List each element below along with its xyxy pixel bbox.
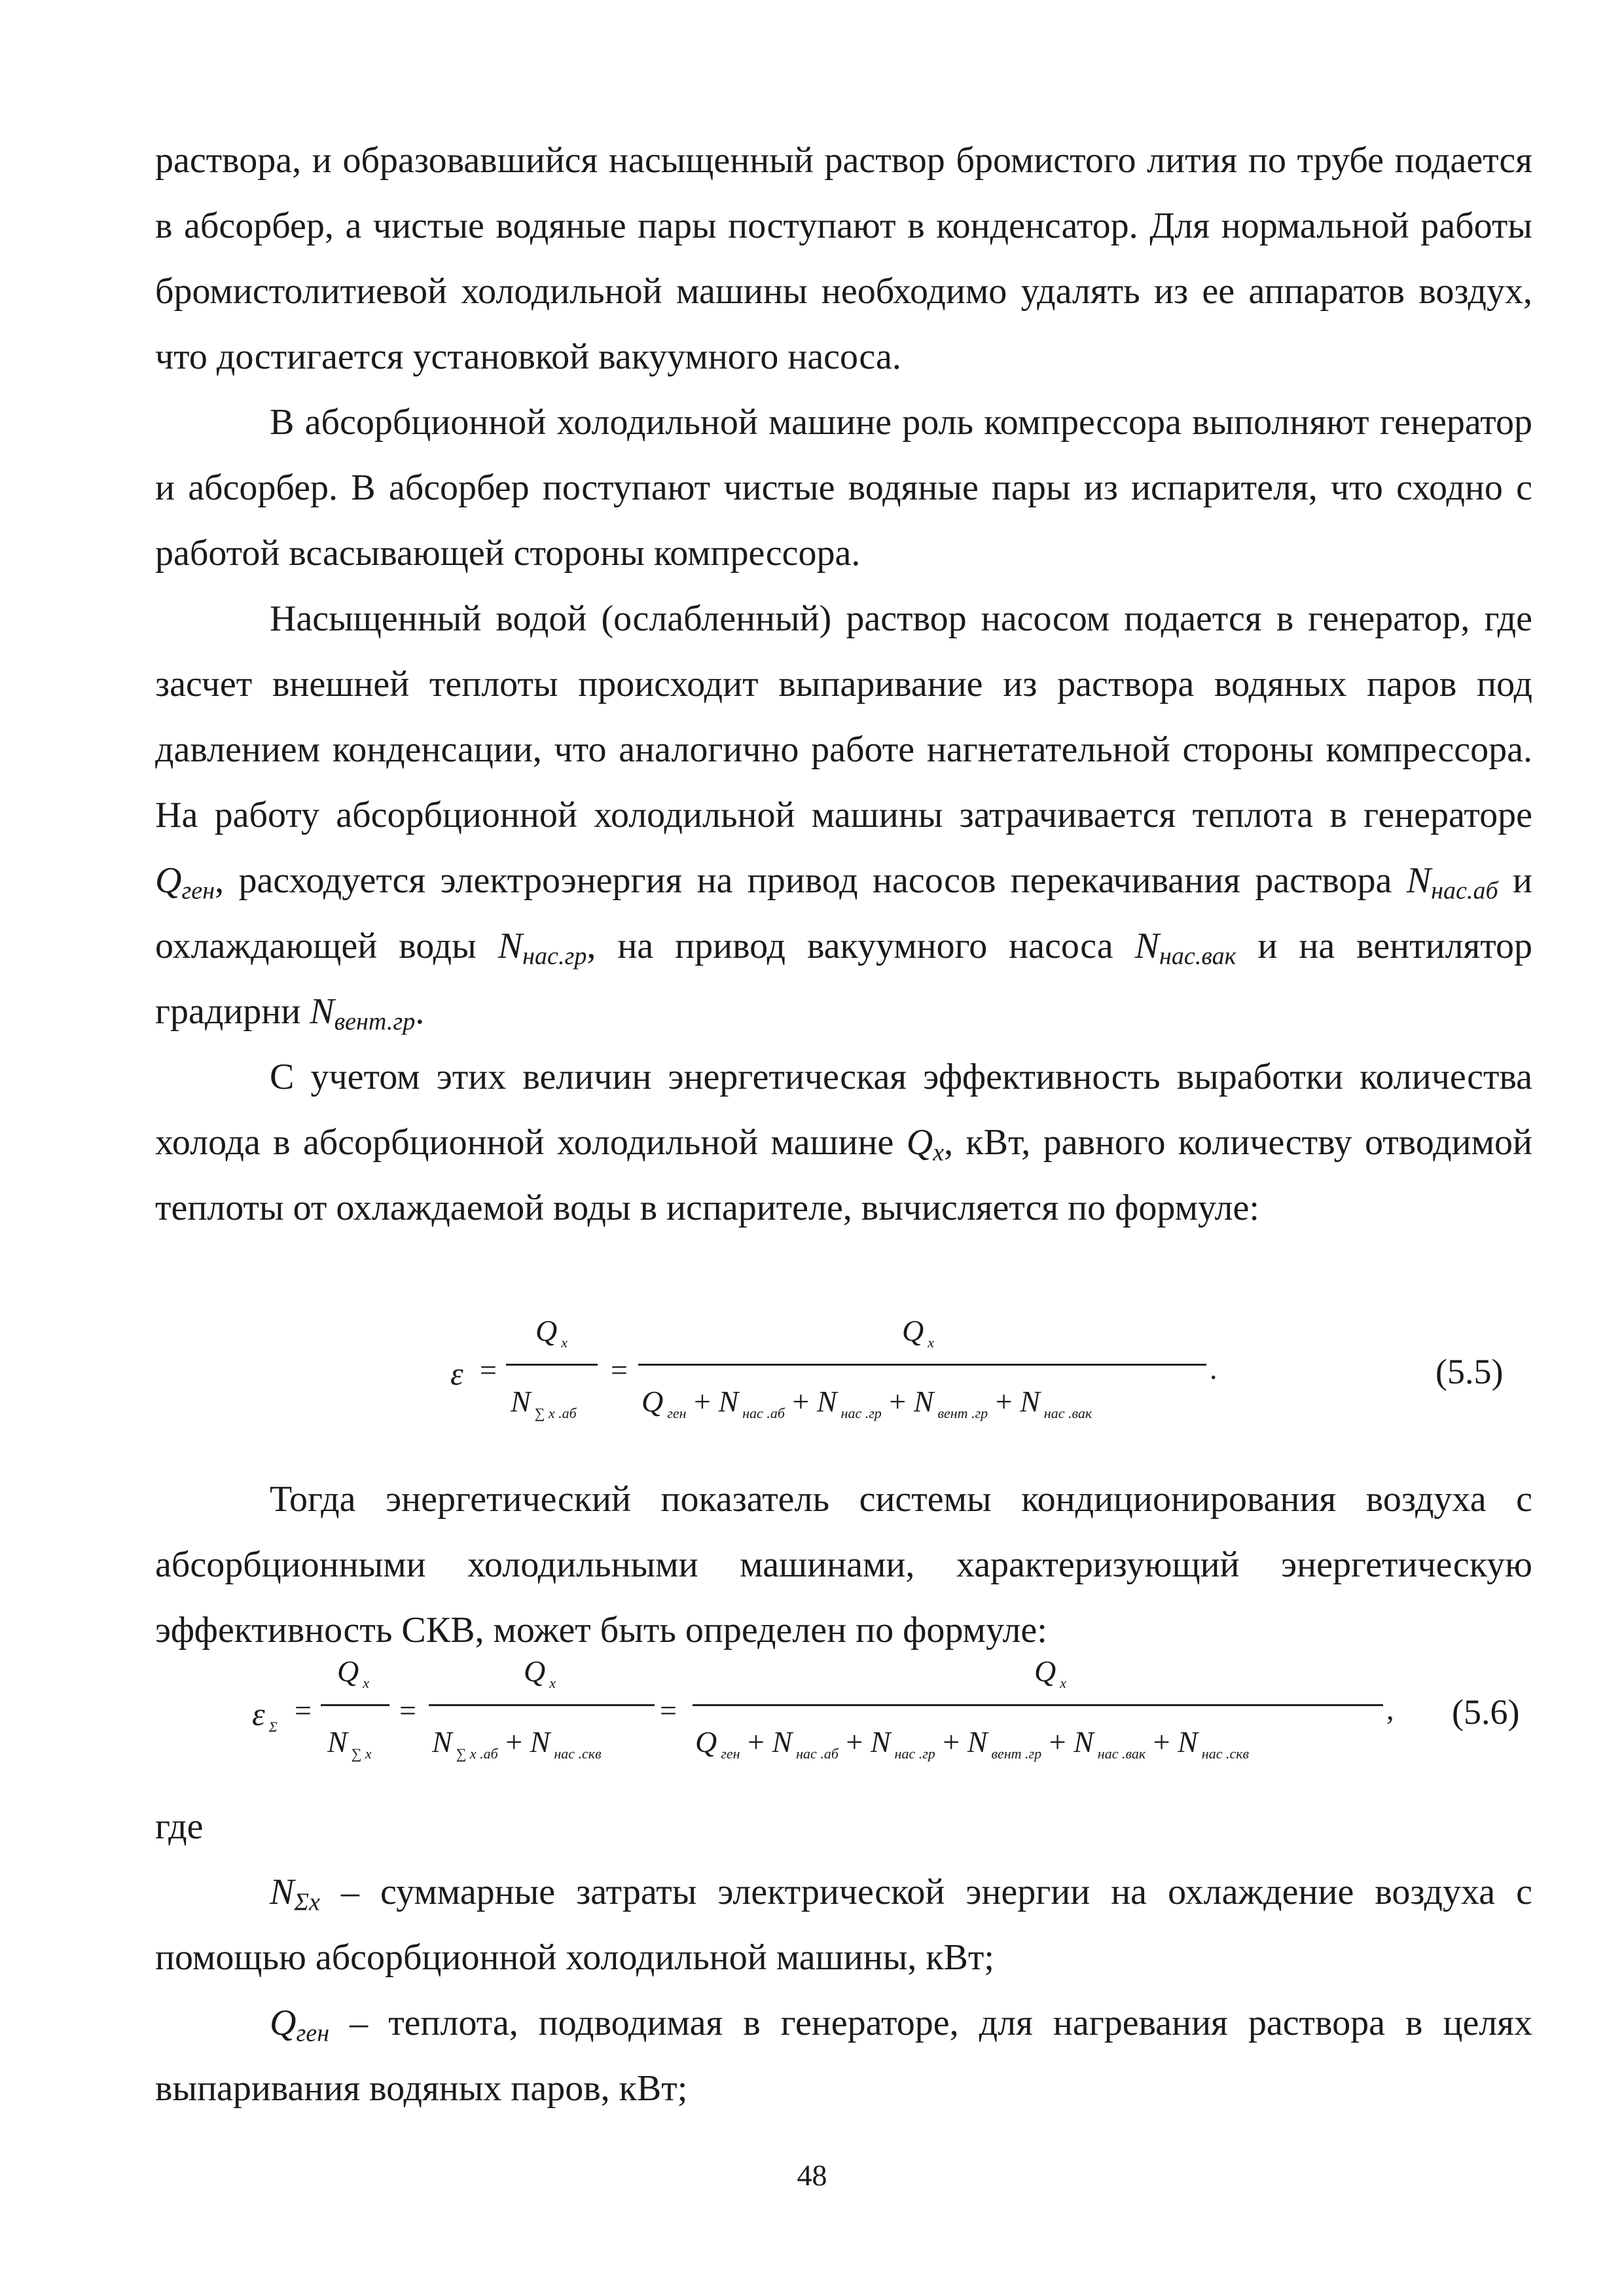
paragraph-3 xyxy=(155,586,1532,1044)
symbol-n-nas-vak: $N_{нас.вак}$ xyxy=(1134,926,1236,970)
formula-5-6-term-n-nas-gr: N $_{нас .гр}$ xyxy=(870,1725,935,1762)
formula-5-6-equals-2: = xyxy=(399,1694,416,1727)
paragraph-5-text: Тогда энергетический показатель системы кондиционирования воздуха с абсорбционными холодильными машинами, характеризующий энергетическую эффективность СКВ, может быть определен по формуле: xyxy=(155,1479,1532,1650)
formula-5-5 xyxy=(0,1316,1624,1447)
formula-5-6-term-n-sum-x-ab: N $_{\sum x .аб}$ xyxy=(432,1725,498,1762)
formula-5-5-term-n-nas-gr: N $_{нас .гр}$ xyxy=(816,1385,882,1421)
formula-5-6-term-n-nas-skv: N $_{нас .скв}$ xyxy=(530,1725,602,1762)
formula-5-5-frac1-bar xyxy=(506,1364,598,1366)
symbol-q-x: $Q_x$ xyxy=(906,1122,945,1167)
formula-5-5-frac1-numerator: Q $_x$ xyxy=(535,1314,568,1351)
paragraph-3-text-a: Насыщенный водой (ослабленный) раствор насосом подается в генератор, где засчет внешней теплоты происходит выпаривание из раствора водяных паров под давлением конденсации, что аналогично работе нагнетательной стороны компрессора. На работу абсорбционной холодильной машины затрачивается теплота в генераторе xyxy=(155,598,1532,835)
paragraph-4-text-b: , кВт, равного количеству отводимой теплоты от охлаждаемой воды в испарителе, вычисляется по формуле: xyxy=(155,1122,1532,1228)
text-block-bottom xyxy=(155,1794,1532,2121)
formula-5-5-term-n-vent-gr: N $_{вент .гр}$ xyxy=(913,1385,988,1421)
formula-5-5-epsilon: ε xyxy=(450,1355,463,1392)
definition-q-gen-text: – теплота, подводимая в генераторе, для нагревания раствора в целях выпаривания водяных паров, кВт; xyxy=(155,2003,1532,2109)
paragraph-3-text-c: и охлаждающей воды xyxy=(155,860,1532,966)
formula-5-6-frac3-denominator: Q $_{ген}$ + N $_{нас .аб}$ + N $_{нас .гр}$ + N $_{вент .гр}$ + N $_{нас .вак}$ + N $_{нас .скв}$ xyxy=(695,1725,1250,1762)
formula-5-6-frac1-denominator: N $_{\sum x}$ xyxy=(327,1725,372,1762)
formula-5-5-number: (5.5) xyxy=(1435,1352,1504,1391)
text-block-middle xyxy=(155,1467,1532,1663)
formula-5-6-equals-1: = xyxy=(295,1694,312,1727)
formula-5-6-frac1-bar xyxy=(321,1704,389,1706)
definition-n-sum-x-text: – суммарные затраты электрической энергии на охлаждение воздуха с помощью абсорбционной холодильной машины, кВт; xyxy=(155,1872,1532,1978)
paragraph-2 xyxy=(155,390,1532,586)
formula-5-5-frac1-denominator: N $_{\sum x .аб}$ xyxy=(511,1385,577,1421)
formula-5-6-term-n-nas-skv: N $_{нас .скв}$ xyxy=(1178,1725,1250,1762)
formula-5-6-frac2-bar xyxy=(429,1704,655,1706)
symbol-n-vent-gr: $N_{вент.гр}$ xyxy=(310,991,416,1036)
formula-5-6-frac2-denominator: N $_{\sum x .аб}$ + N $_{нас .скв}$ xyxy=(432,1725,602,1762)
formula-5-5-term-n-nas-ab: N $_{нас .аб}$ xyxy=(718,1385,785,1421)
paragraph-3-text-d: , на привод вакуумного насоса xyxy=(586,926,1135,966)
formula-5-5-equals-1: = xyxy=(480,1353,497,1387)
formula-5-6-frac2-numerator: Q $_x$ xyxy=(524,1654,556,1691)
formula-5-6-frac3-numerator: Q $_x$ xyxy=(1034,1654,1066,1691)
formula-5-5-term-q-gen: Q $_{ген}$ xyxy=(641,1385,687,1421)
formula-5-6-equals-3: = xyxy=(660,1694,677,1727)
paragraph-1-text: раствора, и образовавшийся насыщенный раствор бромистого лития по трубе подается в абсорбер, а чистые водяные пары поступают в конденсатор. Для нормальной работы бромистолитиевой холодильной машины необходимо удалять из ее аппаратов воздух, что достигается установкой вакуумного насоса. xyxy=(155,140,1532,377)
definition-n-sum-x xyxy=(155,1859,1532,1990)
paragraph-3-text-f: . xyxy=(415,991,425,1032)
paragraph-4 xyxy=(155,1044,1532,1241)
symbol-q-gen-def: $Q_{ген}$ xyxy=(270,2003,330,2047)
formula-5-5-equals-2: = xyxy=(611,1353,628,1387)
formula-5-6-term-n-vent-gr: N $_{вент .гр}$ xyxy=(967,1725,1042,1762)
formula-5-6-term-q-gen: Q $_{ген}$ xyxy=(695,1725,740,1762)
formula-5-5-frac2-denominator: Q $_{ген}$ + N $_{нас .аб}$ + N $_{нас .гр}$ + N $_{вент .гр}$ + N $_{нас .вак}$ xyxy=(641,1385,1092,1421)
symbol-n-sum-x: $N_{\Sigma x}$ xyxy=(270,1872,320,1916)
paragraph-2-text: В абсорбционной холодильной машине роль компрессора выполняют генератор и абсорбер. В абсорбер поступают чистые водяные пары из испарителя, что сходно с работой всасывающей стороны компрессора. xyxy=(155,402,1532,574)
formula-5-6-frac1-numerator: Q $_x$ xyxy=(337,1654,369,1691)
formula-5-5-frac2-numerator: Q $_x$ xyxy=(902,1314,934,1351)
formula-5-6-number: (5.6) xyxy=(1452,1692,1520,1732)
paragraph-5 xyxy=(155,1467,1532,1663)
page-number: 48 xyxy=(797,2159,827,2192)
text-block-top xyxy=(155,128,1532,1241)
symbol-n-nas-ab: $N_{нас.аб}$ xyxy=(1406,860,1498,905)
formula-5-6-term-n-nas-vak: N $_{нас .вак}$ xyxy=(1074,1725,1146,1762)
symbol-n-nas-gr: $N_{нас.гр}$ xyxy=(497,926,587,970)
formula-5-5-frac2-bar xyxy=(638,1364,1206,1366)
formula-5-6-epsilon: ε $_\Sigma$ xyxy=(252,1696,278,1735)
paragraph-3-text-e: и на вентилятор градирни xyxy=(155,926,1533,1032)
formula-5-5-end-dot: . xyxy=(1210,1352,1218,1385)
formula-5-6 xyxy=(0,1656,1624,1787)
where-label: где xyxy=(155,1806,204,1847)
paragraph-1 xyxy=(155,128,1532,390)
formula-5-6-end-comma: , xyxy=(1386,1692,1394,1726)
definition-q-gen xyxy=(155,1990,1532,2121)
paragraph-4-text-a: С учетом этих величин энергетическая эффективность выработки количества холода в абсорбционной холодильной машине xyxy=(155,1057,1532,1163)
formula-5-5-term-n-nas-vak: N $_{нас .вак}$ xyxy=(1020,1385,1092,1421)
paragraph-3-text-b: , расходуется электроэнергия на привод насосов перекачивания раствора xyxy=(215,860,1407,901)
formula-5-6-frac3-bar xyxy=(693,1704,1383,1706)
symbol-q-gen: $Q_{ген}$ xyxy=(155,860,215,905)
formula-5-6-term-n-nas-ab: N $_{нас .аб}$ xyxy=(772,1725,839,1762)
